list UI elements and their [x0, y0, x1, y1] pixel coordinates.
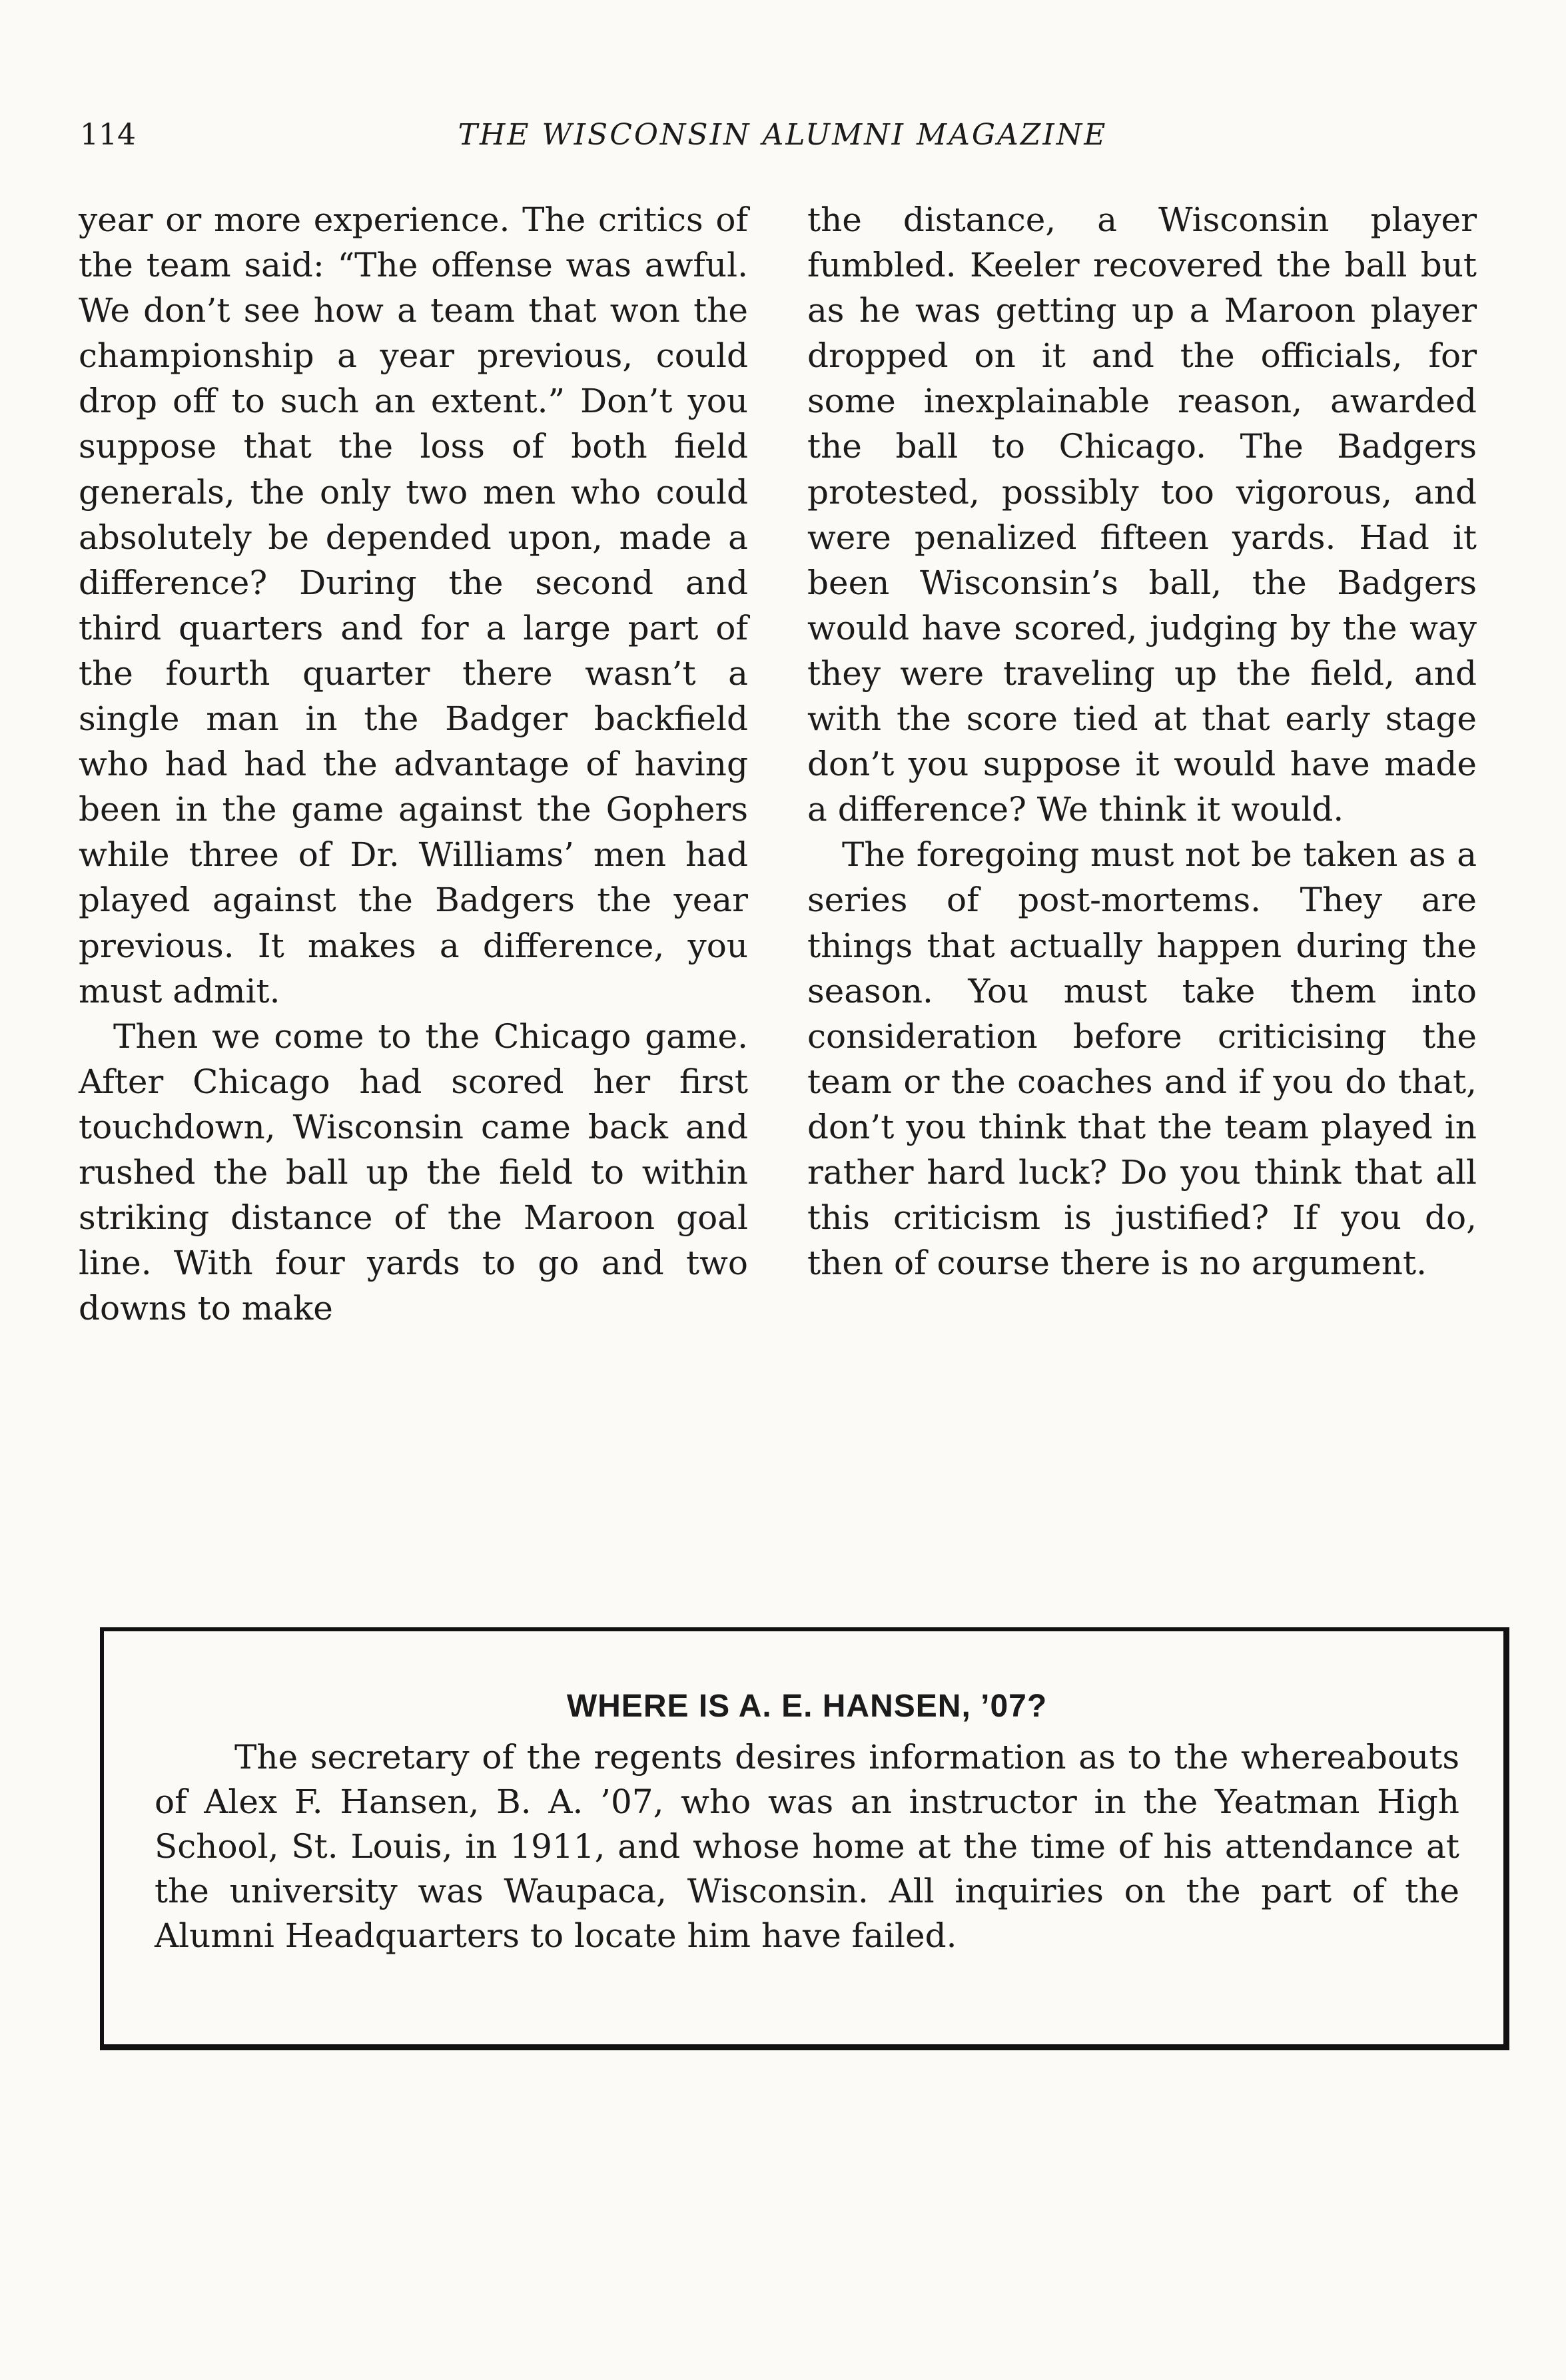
notice-content — [155, 1685, 1459, 1958]
notice-box — [100, 1627, 1509, 2050]
right-paragraph-2: The foregoing must not be taken as a series of post-mortems. They are things that actually happen during the season. You must take them into consideration before criticising the team or the coaches and if you do that, don’t you think that the team played in rather hard luck? Do you think that all this criticism is justified? If you do, then of course there is no argument. — [807, 835, 1477, 1283]
right-paragraph-1: the distance, a Wisconsin player fumbled. Keeler recovered the ball but as he was getting up a Maroon player dropped on it and the officials, for some inexplainable reason, awarded the ball to Chicago. The Badgers protested, possibly too vigorous, and were penalized fifteen yards. Had it been Wisconsin’s ball, the Badgers would have scored, judging by the way they were traveling up the field, and with the score tied at that early stage don’t you suppose it would have made a difference? We think it would. — [807, 200, 1477, 829]
left-column — [79, 197, 748, 1331]
notice-title: WHERE IS A. E. HANSEN, ’07? — [566, 1689, 1048, 1724]
left-paragraph-1: year or more experience. The critics of the team said: “The offense was awful. We don’t see how a team that won the championship a year previous, could drop off to such an extent.” Don’t you suppose that the loss of both field generals, the only two men who could absolutely be depended upon, made a difference? During the second and third quarters and for a large part of the fourth quarter there wasn’t a single man in the Badger backfield who had had the advantage of having been in the game against the Gophers while three of Dr. Williams’ men had played against the Badgers the year previous. It makes a difference, you must admit. — [79, 200, 748, 1010]
page-number: 114 — [80, 118, 136, 152]
running-title: THE WISCONSIN ALUMNI MAGAZINE — [458, 118, 1108, 152]
left-paragraph-2: Then we come to the Chicago game. After Chicago had scored her first touchdown, Wisconsin came back and rushed the ball up the field to within striking distance of the Maroon goal line. With four yards to go and two downs to make — [79, 1016, 748, 1328]
page-header — [80, 112, 1485, 159]
right-column — [807, 197, 1477, 1286]
notice-body: The secretary of the regents desires information as to the whereabouts of Alex F. Hansen, B. A. ’07, who was an instructor in the Yeatman High School, St. Louis, in 1911, and whose home at the time of his attendance at the university was Waupaca, Wisconsin. All inquiries on the part of the Alumni Headquarters to locate him have failed. — [155, 1738, 1459, 1955]
